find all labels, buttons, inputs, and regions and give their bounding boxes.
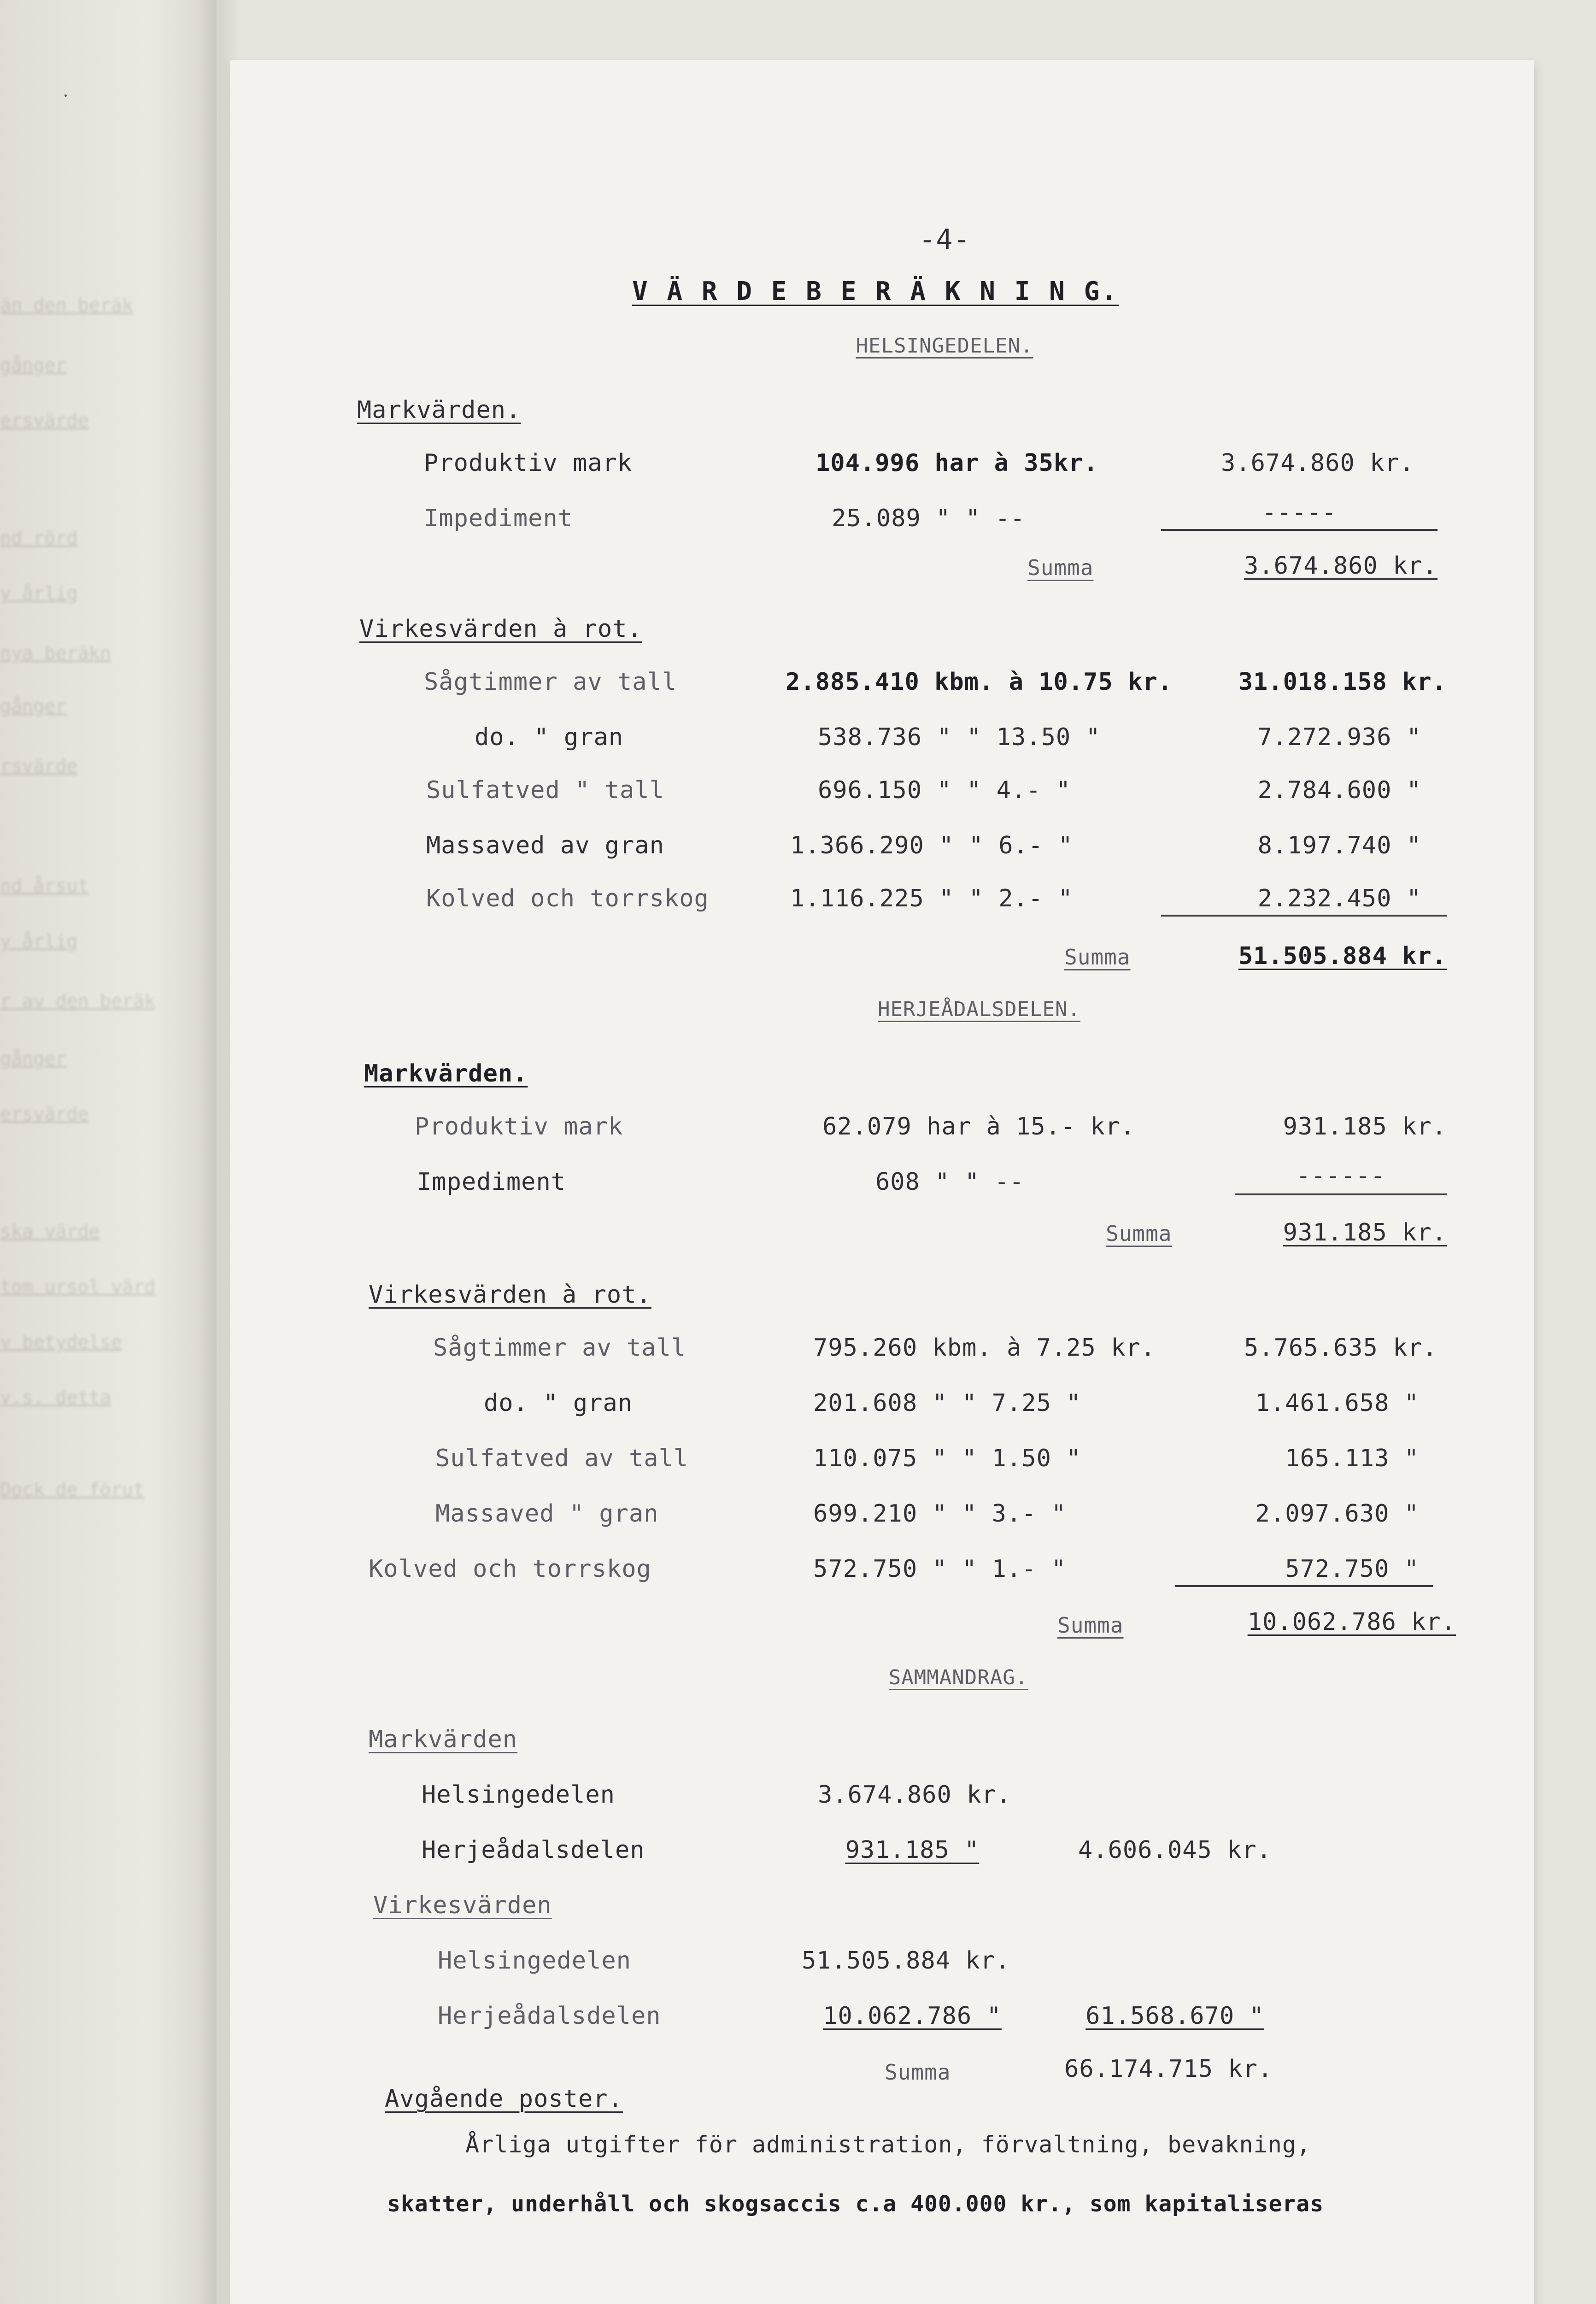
section-heading-herjeadalsdelen: HERJEÅDALSDELEN. — [878, 998, 1080, 1021]
row-value: 8.197.740 " — [1257, 832, 1421, 859]
virkesvarden-label: Virkesvärden à rot. — [369, 1281, 651, 1309]
row-label: Massaved " gran — [435, 1500, 659, 1528]
markvarden-label: Markvärden. — [357, 396, 521, 424]
ghost-line: v betydelse — [0, 1332, 122, 1353]
sum-label: Summa — [885, 2060, 951, 2085]
row-value: 931.185 kr. — [1283, 1113, 1447, 1140]
row-quantity: 538.736 " " 13.50 " — [818, 723, 1101, 751]
row-label: Massaved av gran — [426, 832, 664, 859]
sum-value: 51.505.884 kr. — [1238, 942, 1447, 970]
row-value: 3.674.860 kr. — [1221, 449, 1414, 477]
sum-label: Summa — [1057, 1613, 1124, 1638]
ghost-line: gånger — [0, 696, 67, 717]
sum-rule — [1161, 915, 1447, 917]
ghost-line: än den beräk — [0, 295, 133, 316]
row-label: Impediment — [417, 1168, 566, 1196]
row-value: 51.505.884 kr. — [802, 1947, 1010, 1975]
row-quantity: 608 " " -- — [875, 1168, 1025, 1196]
row-quantity: 104.996 har à 35kr. — [816, 449, 1098, 477]
row-quantity: 110.075 " " 1.50 " — [813, 1445, 1081, 1472]
body-text-line: skatter, underhåll och skogsaccis c.a 400.000 kr., som kapitaliseras — [387, 2191, 1324, 2217]
row-value: 1.461.658 " — [1255, 1389, 1419, 1417]
sum-value: 66.174.715 kr. — [1064, 2055, 1273, 2083]
row-label: Kolved och torrskog — [426, 885, 709, 912]
row-value: 2.097.630 " — [1255, 1500, 1419, 1528]
sum-rule — [1235, 1193, 1447, 1195]
ghost-line: v.s. detta — [0, 1387, 111, 1408]
section-heading-sammandrag: SAMMANDRAG. — [888, 1666, 1028, 1689]
ghost-line: y årlig — [0, 583, 78, 604]
section-heading-helsingedelen: HELSINGEDELEN. — [856, 334, 1033, 358]
row-label: Sulfatved " tall — [426, 776, 664, 804]
row-quantity: 62.079 har à 15.- kr. — [822, 1113, 1135, 1140]
sammandrag-markvarden-label: Markvärden — [369, 1726, 518, 1753]
row-quantity: 2.885.410 kbm. à 10.75 kr. — [786, 668, 1173, 696]
ghost-line: nd rörd — [0, 528, 78, 549]
row-value: 931.185 " — [845, 1836, 980, 1864]
row-value: 5.765.635 kr. — [1244, 1334, 1438, 1362]
sum-value: 931.185 kr. — [1283, 1219, 1447, 1246]
avgaende-poster-label: Avgående poster. — [385, 2085, 623, 2113]
ghost-line: rsvärde — [0, 756, 78, 777]
row-quantity: 699.210 " " 3.- " — [813, 1500, 1067, 1528]
row-value: 10.062.786 " — [823, 2002, 1002, 2030]
sammandrag-virkesvarden-label: Virkesvärden — [373, 1892, 552, 1919]
speck — [65, 94, 67, 97]
row-label: do. " gran — [475, 723, 624, 751]
row-quantity: 201.608 " " 7.25 " — [813, 1389, 1081, 1417]
virkesvarden-label: Virkesvärden à rot. — [359, 615, 642, 643]
sum-value: 10.062.786 kr. — [1247, 1608, 1456, 1636]
row-quantity: 1.116.225 " " 2.- " — [790, 885, 1073, 912]
row-label: Sågtimmer av tall — [424, 668, 677, 696]
page-title: V Ä R D E B E R Ä K N I N G. — [632, 276, 1119, 306]
ghost-line: nya beräkn — [0, 643, 111, 664]
page-number: -4- — [919, 223, 970, 256]
sum-label: Summa — [1106, 1221, 1172, 1246]
ghost-line: y årlig — [0, 931, 78, 952]
ghost-line: ska värde — [0, 1221, 100, 1242]
row-value: 572.750 " — [1285, 1555, 1419, 1583]
row-total: 61.568.670 " — [1086, 2002, 1264, 2030]
row-quantity: 25.089 " " -- — [832, 505, 1025, 532]
row-label: Herjeådalsdelen — [422, 1836, 645, 1864]
ghost-line: tom ursol värd — [0, 1276, 156, 1298]
row-value: ------ — [1296, 1162, 1385, 1190]
row-quantity: 572.750 " " 1.- " — [813, 1555, 1067, 1583]
row-value: 165.113 " — [1285, 1445, 1419, 1472]
markvarden-label: Markvärden. — [364, 1060, 528, 1087]
ghost-line: r av den beräk — [0, 991, 156, 1012]
row-label: Kolved och torrskog — [369, 1555, 651, 1583]
row-label: Produktiv mark — [415, 1113, 623, 1140]
row-value: 31.018.158 kr. — [1238, 668, 1447, 696]
row-value: 7.272.936 " — [1257, 723, 1421, 751]
row-quantity: 1.366.290 " " 6.- " — [790, 832, 1073, 859]
sum-rule — [1161, 529, 1438, 531]
sum-rule — [1175, 1585, 1433, 1587]
row-value: 2.232.450 " — [1257, 885, 1421, 912]
row-value: 3.674.860 kr. — [818, 1781, 1011, 1809]
ghost-line: ersvärde — [0, 410, 89, 431]
ghost-line: ersvärde — [0, 1104, 89, 1125]
row-label: do. " gran — [484, 1389, 633, 1417]
sum-value: 3.674.860 kr. — [1244, 552, 1438, 580]
sum-label: Summa — [1027, 555, 1094, 580]
row-label: Produktiv mark — [424, 449, 633, 477]
row-label: Helsingedelen — [438, 1947, 631, 1975]
body-text-line: Årliga utgifter för administration, förvaltning, bevakning, — [465, 2131, 1311, 2158]
ghost-line: nd årsut — [0, 876, 89, 897]
row-value: ----- — [1262, 499, 1337, 526]
row-value: 2.784.600 " — [1257, 776, 1421, 804]
row-label: Sulfatved av tall — [435, 1445, 689, 1472]
row-label: Herjeådalsdelen — [438, 2002, 661, 2030]
row-quantity: 795.260 kbm. à 7.25 kr. — [813, 1334, 1156, 1362]
left-facing-page — [0, 0, 217, 2304]
ghost-line: Dock de förut — [0, 1479, 145, 1500]
ghost-line: gånger — [0, 1048, 67, 1070]
row-quantity: 696.150 " " 4.- " — [818, 776, 1071, 804]
ghost-line: gånger — [0, 355, 67, 376]
sum-label: Summa — [1064, 945, 1131, 970]
row-total: 4.606.045 kr. — [1078, 1836, 1272, 1864]
row-label: Helsingedelen — [422, 1781, 615, 1809]
row-label: Impediment — [424, 505, 573, 532]
row-label: Sågtimmer av tall — [433, 1334, 687, 1362]
